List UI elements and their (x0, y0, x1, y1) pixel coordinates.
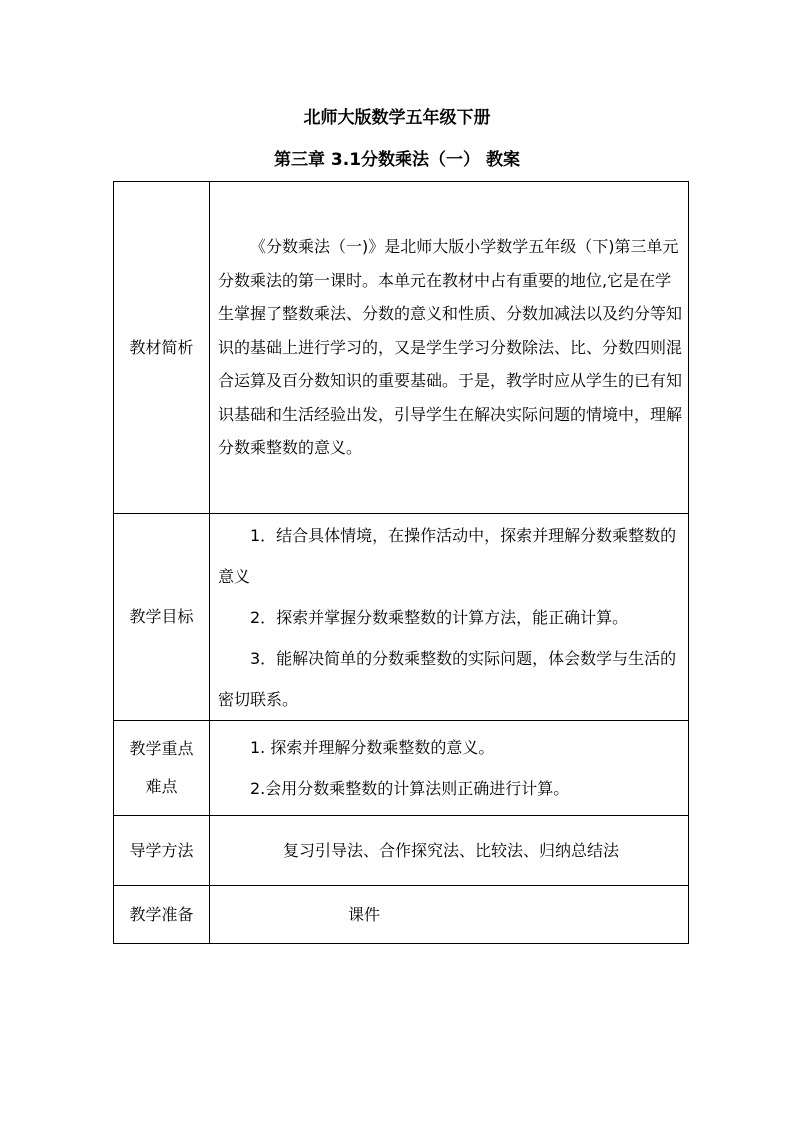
row-content-method (210, 816, 689, 886)
table-row-method (114, 816, 689, 886)
key-point-item: 1. 探索并理解分数乘整数的意义。 (250, 738, 495, 757)
key-points-label-line1: 教学重点 (129, 739, 194, 758)
table-row-goals (114, 514, 689, 721)
table-row-key-points (114, 721, 689, 816)
row-label-goals: 教学目标 (114, 514, 210, 721)
row-content-analysis (210, 182, 689, 514)
goal-item: 1．结合具体情境，在操作活动中，探索并理解分数乘整数的意义 (218, 525, 677, 586)
prep-text: 课件 (348, 904, 381, 924)
row-label-method: 导学方法 (114, 816, 210, 886)
row-label-key-points (114, 721, 210, 816)
key-point-item: 2.会用分数乘整数的计算法则正确进行计算。 (250, 779, 570, 798)
row-label-prep: 教学准备 (114, 886, 210, 944)
document-title: 北师大版数学五年级下册 (303, 108, 491, 128)
row-content-prep (210, 886, 689, 944)
table-row-prep (114, 886, 689, 944)
goal-item: 3．能解决简单的分数乘整数的实际问题，体会数学与生活的密切联系。 (218, 648, 677, 709)
table-row-analysis (114, 182, 689, 514)
row-label-analysis: 教材简析 (114, 182, 210, 514)
document-subtitle: 第三章 3.1分数乘法（一） 教案 (274, 150, 520, 170)
row-content-goals (210, 514, 689, 721)
goal-item: 2．探索并掌握分数乘整数的计算方法，能正确计算。 (250, 607, 629, 627)
analysis-text: 《分数乘法（一)》是北师大版小学数学五年级（下)第三单元分数乘法的第一课时。本单元在教材中占有重要的地位,它是在学生掌握了整数乘法、分数的意义和性质、分数加减法以及约分等知识的基础上进行学习的，又是学生学习分数除法、比、分数四则混合运算及百分数知识的重要基础。于是，教学时应从学生的已有知识基础和生活经验出发，引导学生在解决实际问题的情境中，理解分数乘整数的意义。 (218, 237, 683, 458)
lesson-plan-table (113, 181, 689, 944)
method-text: 复习引导法、合作探究法、比较法、归纳总结法 (282, 840, 619, 860)
row-content-key-points (210, 721, 689, 816)
key-points-label-line2: 难点 (145, 777, 178, 796)
